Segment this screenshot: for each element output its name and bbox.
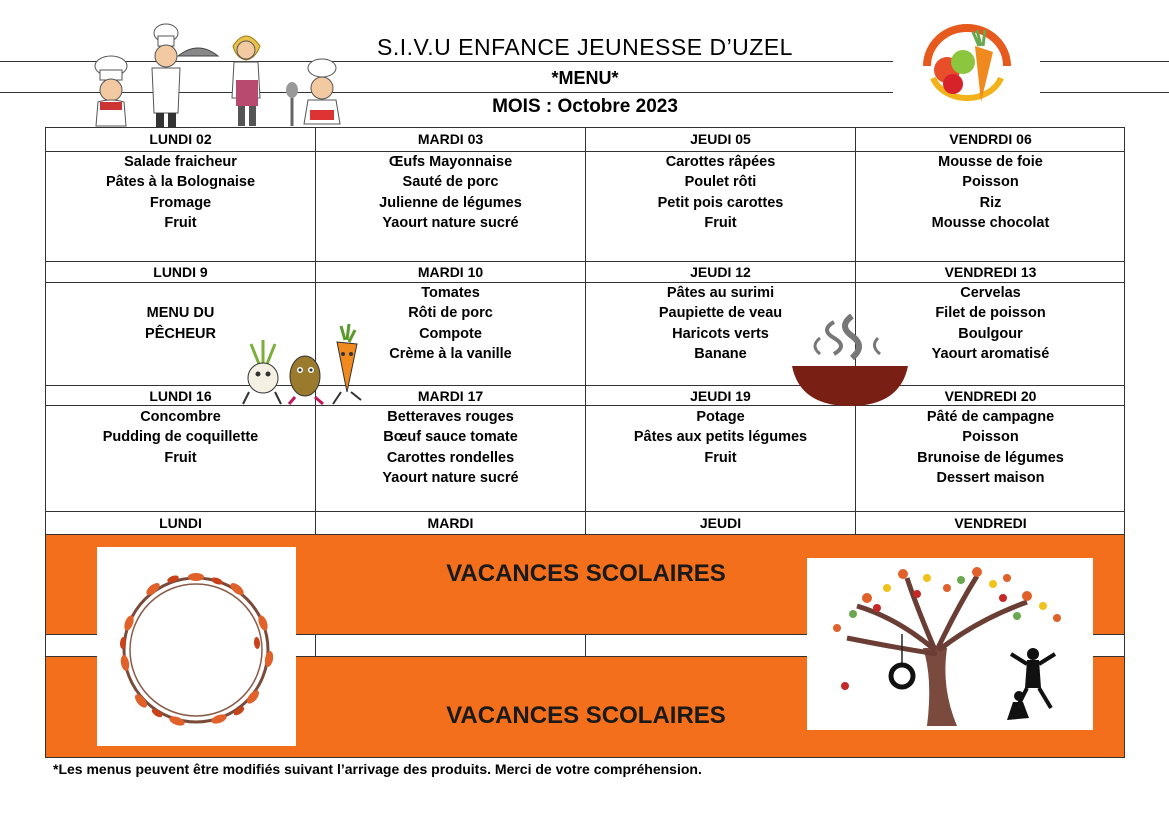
menu-item: Fruit	[704, 449, 737, 466]
menu-item: MENU DU	[146, 305, 215, 322]
grid-divider	[315, 635, 316, 656]
menu-item: Betteraves rouges	[387, 409, 514, 425]
day-menu	[856, 152, 1125, 233]
menu-item	[46, 283, 315, 303]
menu-item: Cervelas	[960, 285, 1021, 301]
menu-item: Salade fraicheur	[124, 154, 237, 170]
holiday-label: VACANCES SCOLAIRES	[446, 560, 726, 587]
menu-item: Julienne de légumes	[379, 194, 522, 211]
menu-item: Crème à la vanille	[389, 345, 512, 362]
day-menu	[46, 407, 315, 468]
day-menu	[316, 407, 585, 488]
menu-item: Pâtes à la Bolognaise	[105, 174, 256, 191]
autumn-tree-frame	[807, 558, 1093, 730]
menu-item: Mousse chocolat	[931, 214, 1050, 231]
menu-item: Boulgour	[958, 325, 1023, 342]
menu-heading: *MENU*	[551, 68, 619, 88]
menu-item: Yaourt nature sucré	[382, 214, 519, 231]
menu-item: Poulet rôti	[684, 174, 757, 191]
menu-item: Compote	[419, 325, 482, 342]
day-menu	[586, 152, 855, 233]
menu-item: Filet de poisson	[935, 305, 1046, 322]
day-header: VENDREDI 20	[944, 388, 1037, 404]
menu-item: PÊCHEUR	[145, 325, 216, 342]
autumn-wreath	[97, 547, 296, 746]
menu-item: Bœuf sauce tomate	[383, 429, 518, 446]
day-menu	[316, 152, 585, 233]
day-header: MARDI	[427, 515, 474, 531]
grid-rule	[46, 511, 1124, 512]
menu-item: Potage	[696, 409, 745, 425]
menu-item: Rôti de porc	[408, 305, 493, 322]
day-menu	[586, 407, 855, 468]
day-menu	[46, 152, 315, 233]
header-rule-bottom-right	[1040, 92, 1169, 93]
menu-item: Pâtes aux petits légumes	[633, 429, 808, 446]
day-header: MARDI 10	[417, 264, 484, 280]
day-menu	[856, 407, 1125, 488]
menu-item: Carottes râpées	[665, 154, 776, 170]
day-header: JEUDI 05	[690, 131, 751, 147]
soup-bowl	[790, 312, 910, 410]
menu-item: Haricots verts	[672, 325, 769, 342]
day-header: JEUDI 12	[690, 264, 751, 280]
header-rule-top-right	[1040, 61, 1169, 62]
menu-item: Yaourt aromatisé	[931, 345, 1050, 362]
month-heading: MOIS : Octobre 2023	[492, 96, 678, 117]
menu-item: Petit pois carottes	[657, 194, 784, 211]
day-header: MARDI 03	[417, 131, 484, 147]
menu-item: Banane	[694, 345, 747, 362]
menu-item: Dessert maison	[936, 469, 1045, 486]
day-header: VENDREDI 13	[944, 264, 1037, 280]
day-header: LUNDI 16	[149, 388, 212, 404]
menu-item: Fruit	[704, 214, 737, 231]
day-header: JEUDI 19	[690, 388, 751, 404]
vegetable-characters	[233, 322, 378, 408]
menu-item: Concombre	[140, 409, 221, 425]
day-header: VENDRDI 06	[949, 131, 1032, 147]
grid-divider	[585, 635, 586, 656]
day-header: JEUDI	[699, 515, 742, 531]
menu-item: Brunoise de légumes	[917, 449, 1064, 466]
day-header: MARDI 17	[417, 388, 484, 404]
chefs-illustration	[78, 18, 348, 130]
menu-item: Fruit	[164, 449, 197, 466]
menu-item: Œufs Mayonnaise	[388, 154, 513, 170]
day-header: LUNDI 9	[153, 264, 208, 280]
menu-item: Fromage	[149, 194, 212, 211]
autumn-wreath-frame	[97, 547, 296, 746]
organization-title: S.I.V.U ENFANCE JEUNESSE D’UZEL	[377, 34, 793, 60]
footnote: *Les menus peuvent être modifiés suivant l’arrivage des produits. Merci de votre compréhension.	[53, 761, 702, 777]
day-header: LUNDI	[159, 515, 202, 531]
menu-item: Paupiette de veau	[658, 305, 783, 322]
menu-item: Fruit	[164, 214, 197, 231]
day-header: LUNDI 02	[149, 131, 212, 147]
day-header: VENDREDI	[954, 515, 1027, 531]
holiday-label: VACANCES SCOLAIRES	[446, 702, 726, 729]
menu-item: Pudding de coquillette	[102, 429, 259, 446]
menu-item: Poisson	[962, 429, 1019, 446]
autumn-tree-children	[807, 558, 1093, 730]
menu-item: Riz	[979, 194, 1002, 211]
menu-item: Sauté de porc	[402, 174, 499, 191]
fruit-vegetable-logo	[915, 16, 1020, 106]
menu-item: Mousse de foie	[938, 154, 1043, 170]
menu-item: Carottes rondelles	[386, 449, 515, 466]
menu-item: Poisson	[962, 174, 1019, 191]
menu-item: Yaourt nature sucré	[382, 469, 519, 486]
menu-item: Tomates	[421, 285, 480, 301]
menu-item: Pâté de campagne	[926, 409, 1055, 425]
menu-item: Pâtes au surimi	[666, 285, 775, 301]
